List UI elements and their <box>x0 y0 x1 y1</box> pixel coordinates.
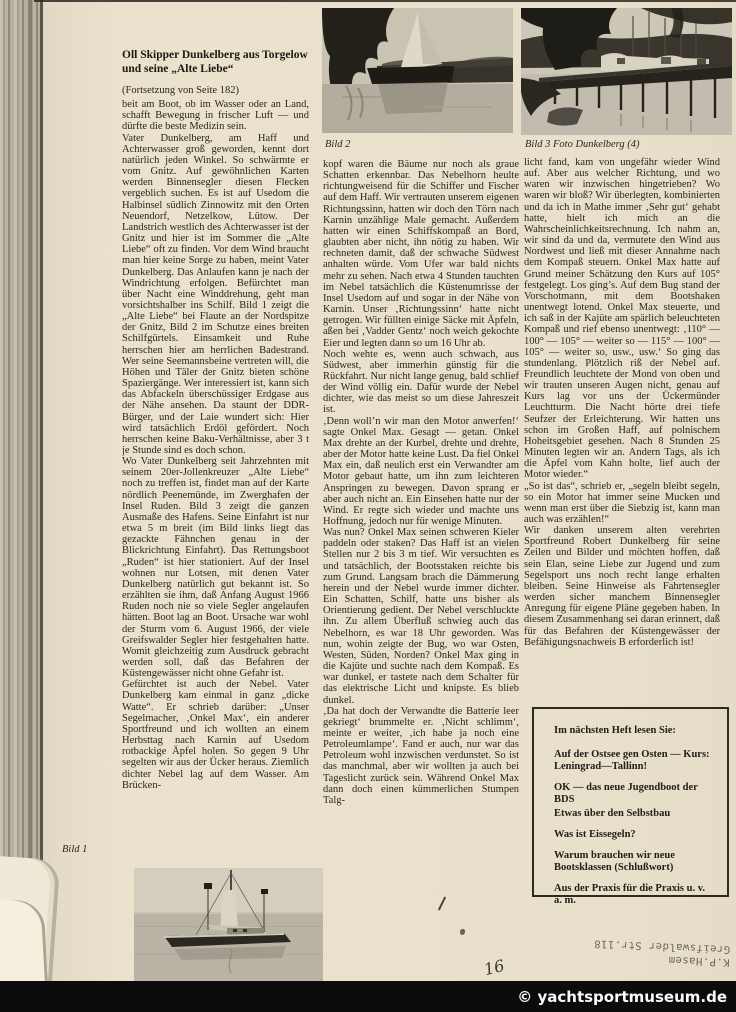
article-title: Oll Skipper Dunkelberg aus Torgelow und seine „Alte Liebe“ <box>122 49 308 75</box>
handwritten-number: 16 <box>482 955 507 980</box>
next-issue-item: Aus der Praxis für die Praxis u. v. a. m. <box>554 883 705 906</box>
article-column-1 <box>122 48 309 848</box>
paragraph: kopf waren die Bäume nur noch als graue Schatten erkennbar. Das Nebelhorn heulte richtungweisend für die Schiffer und Fischer auf dem Haff. Wir vertrauten unserem eigenen Richtungssinn, hatten wir doch den Törn nach Karnin unzählige Male gemacht. Außerdem hatten wir einen Schiffskompaß an Bord, glaubten aber nicht, ihn nötig zu haben. Wir rechneten damit, daß der schwache Südwest anhalten würde. Vom Ufer war bald nichts mehr zu sehen. Nach etwa 4 Stunden tauchten im Nebel tatsächlich die Küstenumrisse der Insel Usedom auf und sogar in der Nähe von Karnin. Unser ‚Richtungssinn‘ hatte nicht getrogen. Wir füllten einige Säcke mit Äpfeln, aßen bei ‚Vadder Gentz‘ noch weich gekochte Eier und legten dann so um 16 Uhr ab. <box>323 159 519 349</box>
paragraph: Noch wehte es, wenn auch schwach, aus Südwest, aber immerhin günstig für die Rückfahrt. Nur nicht lange genug, bald schlief der Wind völlig ein. Dafür wurde der Nebel dichter, wie das meist so um diese Jahreszeit ist. <box>323 348 519 416</box>
paragraph: licht fand, kam von ungefähr wieder Wind auf. Aber aus welcher Richtung, und wo waren wir inzwischen hingetrieben? Wo waren wir bloß? Wir überlegten, kombinierten und da ich in Mathe immer ‚Sehr gut‘ gehabt hatte, hielt ich mich an die Wahrscheinlichkeitsrechnung. Ich nahm an, wir sind da und da, vermutete den Wind aus Nordwest und ließ mit dieser Annahme nach dem Kompaß steuern. Onkel Max hatte auf Grund meiner Schätzung den Kurs auf 105° festgelegt. Los ging’s. Auf dem Bug stand der Vorschotmann, mit dem Bootshaken unentwegt lotend. Onkel Max steuerte, und ich saß in der Kajüte am spärlich beleuchteten Kompaß und rief ebenso unentwegt: ‚110° — 100° — 105° — weiter so — 115° — 100° — 105° — weiter so, usw., usw.‘ So ging das stundenlang. Plötzlich riß der Nebel auf. Freundlich leuchtete der Mond von oben und wir trauten unseren Augen nicht, genau auf Kurs lag vor uns der Ückermünder Leuchtturm. Die Nacht hörte drei tiefe Seufzer der Erleichterung. Wir hatten uns schon im Großen Haff, auf polnischem Hoheitsgebiet gesehen. Nach 8 Stunden 25 Minuten legten wir an. Andern Tags, als ich die Äpfel vom Kahn holte, lief auch der Motor wieder.“ <box>524 157 720 481</box>
photo-bild1-sailboat <box>134 868 323 985</box>
paragraph: ‚Denn woll’n wir man den Motor anwerfen!‘ sagte Onkel Max. Gesagt — getan. Onkel Max drehte an der Kurbel, drehte und drehte, aber der Motor hatte keine Lust. Da fiel Onkel Max ein, daß neulich erst ein Verwandter am Motor gebaut hatte, um ihn zum leichteren Anspringen zu bewegen. Davon sprang er aber auch nicht an. Ein Einsehen hatte nur der Wind. Er regte sich wieder und machte uns Hoffnung, jedoch nur für wenige Minuten. <box>323 415 519 527</box>
next-issue-item: Auf der Ostsee gen Osten — Kurs: Leningrad—Tallinn! <box>554 749 710 772</box>
next-issue-item: Warum brauchen wir neue Bootsklassen (Schlußwort) <box>554 850 675 873</box>
photo-caption-bild3: Bild 3 Foto Dunkelberg (4) <box>525 139 640 150</box>
next-issue-item: OK — das neue Jugendboot der BDS <box>554 782 698 805</box>
paragraph: beit am Boot, ob im Wasser oder an Land, schafft Bewegung in frischer Luft — und dürfte die beste Medizin sein. <box>122 99 309 133</box>
paragraph: Gefürchtet ist auch der Nebel. Vater Dunkelberg kam einmal in ganz „dicke Watte“. Er schrieb darüber: „Unser Segelmacher, ‚Onkel Max‘, ein anderer Sportfreund und ich wollten an einem Herbsttag nach Karnin auf Usedom rotbackige Äpfel holen. So gegen 9 Uhr segelten wir aus der Ücker heraus. Ziemlich dichter Nebel lag auf dem Wasser. Am Brücken- <box>122 679 309 791</box>
photo-bild2-sailboat-reeds <box>322 8 513 133</box>
article-column-2 <box>323 159 519 907</box>
paragraph: „So ist das“, schrieb er, „segeln bleibt segeln, so ein Motor hat immer seine Mucken und wenn man erst über die Siebzig ist, kann man auch was erzählen!“ <box>524 480 720 525</box>
paragraph: Was nun? Onkel Max seinen schweren Kieler paddeln oder staken? Das Haff ist an vielen Stellen nur 2 bis 3 m tief. Wir versuchten es und tatsächlich, der Bootsstaken reichte bis zum Grund. Langsam brach die Dämmerung herein und der Nebel wurde immer dichter. Ein Schatten, Schilf, hatte uns bisher als Orientierung gedient. Der Nebel verschluckte ihn. Zu allem Überfluß schwieg auch das Nebelhorn, es war 18 Uhr geworden. Was nun, wohin zeigte der Bug, wo war Osten, Westen, Süden, Norden? Onkel Max ging in die Kajüte und suchte nach dem Kompaß. Es war dunkel, er tastete nach dem Schalter für das elektrische Licht und knipste. Es blieb dunkel. <box>323 527 519 706</box>
photo-caption-bild2: Bild 2 <box>325 139 351 150</box>
continuation-note: (Fortsetzung von Seite 182) <box>122 85 239 96</box>
next-issue-item: Etwas über den Selbstbau <box>554 808 671 819</box>
article-column-3 <box>524 157 720 703</box>
next-issue-box <box>532 707 729 906</box>
photo-bild3-harbour-pier <box>521 8 732 135</box>
photo-caption-bild1: Bild 1 <box>62 844 88 855</box>
paragraph: ‚Da hat doch der Verwandte die Batterie leer gekriegt‘ brummelte er. ‚Nicht schlimm‘, meinte er weiter, ‚ich habe ja noch eine Petroleumlampe‘. Fand er auch, nur war das Petroleum wohl inzwischen verdunstet. So ist das manchmal, aber wir wollten ja auch bei Tageslicht zurück sein. Während Onkel Max dann doch einen kümmerlichen Stumpen Talg- <box>323 705 519 806</box>
next-issue-heading: Im nächsten Heft lesen Sie: <box>554 725 676 736</box>
owner-stamp-street: Greifswalder Str.118 <box>593 937 731 956</box>
paragraph: Wir danken unserem alten verehrten Sportfreund Robert Dunkelberg für seine Zeilen und Bilder und möchten hoffen, daß sein Elan, seine Liebe zur Jugend und zum Segelsport uns noch recht lange erhalten bleiben. Seine Hinweise als Fahrtensegler werden sicher manchem Binnensegler Anregung für eigene Pläne gegeben haben. In diesem Zusammenhang sei daran erinnert, daß für das Befahren der Küstengewässer der Befähigungsnachweis B erforderlich ist! <box>524 525 720 648</box>
watermark-bar <box>0 981 736 1012</box>
owner-stamp-name: K.P.Hasem <box>667 953 730 969</box>
paragraph: Wo Vater Dunkelberg seit Jahrzehnten mit seinem 20er-Jollenkreuzer „Alte Liebe“ noch zu treffen ist, findet man auf der Karte nördlich Peenemünde, im Zwerghafen der Insel Ruden. Bild 3 zeigt die ganzen Ausmaße des Hafens. Seine Einfahrt ist nur etwa 5 m breit (im Bild links liegt das gezackte Fähnchen genau in der Blickrichtung Einfahrt). Das Rettungsboot „Ruden“ ist hier stationiert. Auf der Insel wohnen nur Lotsen, mit denen Vater Dunkelberg natürlich gut bekannt ist. So erzählten sie ihm, daß Anfang August 1966 Ruden noch nie so viele Segler angelaufen hätten. Boot lag an Boot. Ursache war wohl der Sturm vom 6. August 1966, der viele Greifswalder Segler hier festgehalten hatte. Womit gleichzeitig zum Ausdruck gebracht werden soll, daß das Befahren der Küstengewässer nicht ohne Gefahr ist. <box>122 456 309 680</box>
owner-stamp <box>530 934 731 969</box>
paragraph: Vater Dunkelberg, am Haff und Achterwasser groß geworden, kennt dort natürlich jeden Winkel. So schwärmte er vom Gnitz. Auf gewöhnlichen Karten werden Binnensegler diesen Flecken vergeblich suchen. Es ist auf Usedom die Halbinsel südlich Zinnowitz mit den Orten Neuendorf, Netzelkow, Lütow. Der Landstrich westlich des Achterwasser ist der Gnitz und hier ist im Sommer die „Alte Liebe“ oft zu finden. Vor dem Wind braucht man hier keine Sorge zu haben, meint Vater Dunkelberg. Das Anlaufen kann je nach der Windrichtung erfolgen. Befürchtet man über Nacht eine Winddrehung, geht man vorsichtshalber ins Schilf. Bild 1 zeigt die „Alte Liebe“ bei Flaute an der Nordspitze der Gnitz, Bild 2 im Schutze eines breiten Schilfgürtels. Einsamkeit und Ruhe herrschen hier am herrlichen Badestrand. Wer seine Seemannsbeine vertreten will, die Höhen und Täler der Gnitz bieten schöne Spaziergänge. Wer interessiert ist, kann sich das Abfackeln überschüssiger Erdgase aus der Nähe ansehen. Da staunt der DDR-Bürger, und der Laie wundert sich: Hier wird tatsächlich Erdöl gefördert. Noch herrschen keine Baku-Verhältnisse, aber 3 t je Stunde sind es doch schon. <box>122 132 309 456</box>
page-top-edge-shadow <box>34 0 736 2</box>
watermark-text: © yachtsportmuseum.de <box>517 987 727 1006</box>
next-issue-item: Was ist Eissegeln? <box>554 829 636 840</box>
ink-dot <box>460 929 465 935</box>
